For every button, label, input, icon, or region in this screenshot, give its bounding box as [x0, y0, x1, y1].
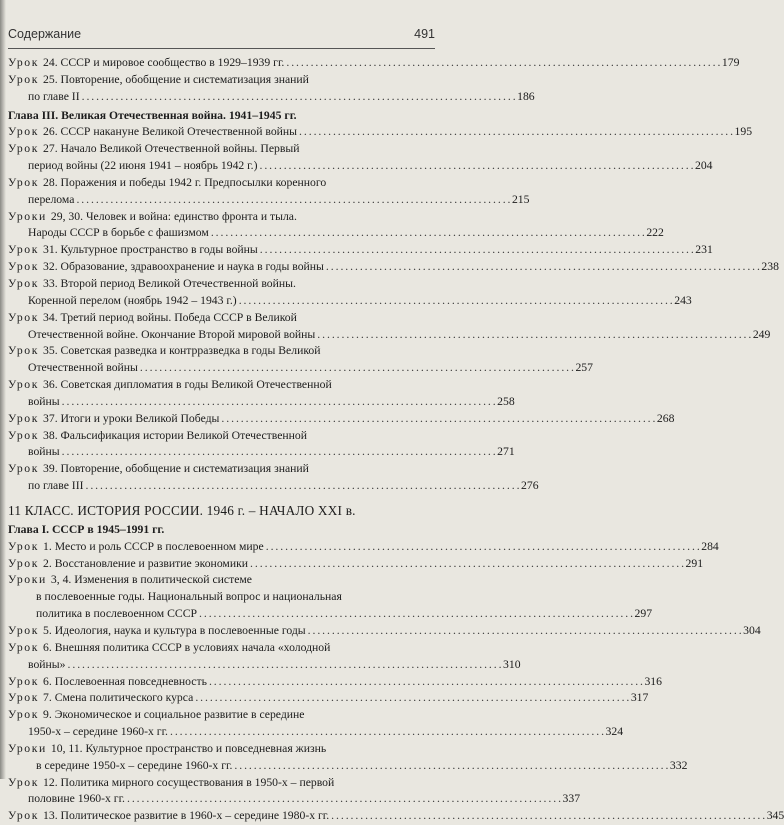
entry-page-number: 345: [766, 809, 784, 823]
entry-title: 25. Повторение, обобщение и систематизация знаний: [43, 72, 309, 86]
dot-leader: [259, 158, 693, 175]
entry-page-number: 337: [562, 792, 581, 806]
toc-entry-line: [8, 209, 435, 226]
toc-entry-line: [8, 377, 435, 394]
toc-entry-line: [8, 158, 713, 175]
lesson-keyword: Урок: [8, 243, 40, 257]
entry-page-number: 231: [695, 243, 713, 257]
toc-entry-line: [8, 640, 435, 657]
dot-leader: [317, 327, 751, 344]
entry-title: 35. Советская разведка и контрразведка в годы Великой: [43, 344, 321, 358]
lesson-keyword: Уроки: [8, 573, 47, 587]
toc-entry-line: [8, 293, 692, 310]
toc-entry-line: [8, 741, 435, 758]
entry-title: 39. Повторение, обобщение и систематизация знаний: [43, 462, 309, 476]
toc-entry-line: [8, 444, 515, 461]
dot-leader: [62, 444, 496, 461]
lesson-keyword: Урок: [8, 72, 40, 86]
table-of-contents: [8, 55, 784, 825]
lesson-keyword: Урок: [8, 310, 40, 324]
entry-page-number: 276: [521, 479, 539, 493]
dot-leader: [127, 791, 561, 808]
dot-leader: [326, 259, 760, 276]
toc-entry-line: [8, 674, 662, 691]
toc-entry-line: [8, 141, 435, 158]
page-gutter-shadow: [0, 0, 6, 779]
toc-entry-line: [8, 690, 649, 707]
lesson-keyword: Урок: [8, 276, 40, 290]
toc-entry-line: [8, 259, 779, 276]
entry-page-number: 291: [685, 556, 704, 570]
dot-leader: [299, 124, 733, 141]
entry-title: в середине 1950-х – середине 1960-х гг.: [36, 758, 233, 772]
entry-title: 31. Культурное пространство в годы войны: [43, 243, 258, 257]
entry-title: в послевоенные годы. Национальный вопрос и национальная: [36, 590, 342, 604]
entry-page-number: 316: [644, 674, 662, 688]
entry-page-number: 304: [743, 624, 761, 637]
toc-entry-line: [8, 175, 435, 192]
toc-entry-line: [8, 428, 435, 445]
toc-entry-line: [8, 55, 740, 72]
chapter-heading: Глава I. СССР в 1945–1991 гг.: [8, 522, 165, 536]
dot-leader: [234, 758, 668, 775]
toc-entry-line: [8, 707, 435, 724]
toc-entry-line: [8, 242, 713, 259]
lesson-keyword: Урок: [8, 260, 40, 274]
entry-title: 27. Начало Великой Отечественной войны. Первый: [43, 142, 300, 156]
entry-title: 12. Политика мирного сосуществования в 1950-х – первой: [43, 775, 335, 789]
toc-entry-line: [8, 89, 535, 106]
toc-entry-line: [8, 572, 435, 589]
lesson-keyword: Урок: [8, 556, 40, 570]
entry-title: 1. Место и роль СССР в послевоенном мире: [43, 539, 264, 553]
dot-leader: [250, 556, 684, 573]
lesson-keyword: Урок: [8, 674, 40, 688]
running-header: [8, 7, 435, 41]
entry-page-number: 204: [694, 159, 713, 173]
dot-leader: [68, 657, 502, 674]
entry-title: войны»: [28, 657, 66, 671]
entry-title: 26. СССР накануне Великой Отечественной войны: [43, 125, 298, 139]
lesson-keyword: Урок: [8, 691, 40, 705]
dot-leader: [239, 293, 673, 310]
entry-title: Коренной перелом (ноябрь 1942 – 1943 г.): [28, 293, 237, 307]
entry-title: 24. СССР и мировое сообщество в 1929–1939 гг.: [43, 56, 285, 69]
lesson-keyword: Уроки: [8, 741, 47, 755]
entry-page-number: 257: [575, 361, 593, 375]
entry-title: 6. Послевоенная повседневность: [43, 674, 207, 688]
entry-title: Отечественной войне. Окончание Второй мировой войны: [28, 327, 316, 341]
entry-title: 2. Восстановление и развитие экономики: [43, 556, 249, 570]
toc-entry-line: [8, 556, 704, 573]
dot-leader: [286, 55, 720, 72]
toc-entry-line: [8, 394, 515, 411]
header-title: Содержание: [8, 27, 82, 41]
entry-title: 29, 30. Человек и война: единство фронта и тыла.: [50, 209, 297, 223]
toc-entry-line: [8, 539, 719, 556]
dot-leader: [85, 478, 519, 495]
toc-entry-line: [8, 758, 688, 775]
lesson-keyword: Урок: [8, 775, 40, 789]
dot-leader: [195, 690, 629, 707]
dot-leader: [62, 394, 496, 411]
entry-page-number: 317: [630, 691, 649, 705]
lesson-keyword: Урок: [8, 708, 40, 722]
entry-title: 7. Смена политического курса: [43, 691, 194, 705]
toc-entry-line: [8, 124, 753, 141]
toc-entry-line: [8, 808, 784, 825]
entry-page-number: 271: [497, 445, 515, 459]
entry-title: 32. Образование, здравоохранение и наука в годы войны: [43, 260, 324, 274]
toc-entry-line: [8, 360, 593, 377]
toc-entry-line: [8, 225, 664, 242]
lesson-keyword: Урок: [8, 428, 40, 442]
entry-page-number: 249: [752, 327, 771, 341]
entry-page-number: 186: [517, 89, 535, 103]
entry-title: 28. Поражения и победы 1942 г. Предпосылки коренного: [43, 175, 327, 189]
entry-page-number: 310: [503, 657, 521, 671]
toc-entry-line: [8, 724, 624, 741]
entry-title: войны: [28, 394, 60, 408]
lesson-keyword: Уроки: [8, 209, 47, 223]
entry-title: 36. Советская дипломатия в годы Великой Отечественной: [43, 378, 332, 392]
entry-page-number: 332: [669, 758, 688, 772]
dot-leader: [260, 242, 694, 259]
entry-page-number: 179: [721, 56, 740, 69]
entry-title: по главе II: [28, 89, 80, 103]
lesson-keyword: Урок: [8, 809, 40, 823]
toc-entry-line: [8, 327, 771, 344]
entry-page-number: 222: [646, 226, 664, 240]
entry-page-number: 243: [674, 293, 692, 307]
dot-leader: [140, 360, 574, 377]
toc-entry-line: [8, 461, 435, 478]
entry-title: 1950-х – середине 1960-х гг.: [28, 725, 168, 739]
lesson-keyword: Урок: [8, 640, 40, 654]
page-number: 491: [414, 27, 435, 41]
entry-page-number: 324: [605, 725, 624, 739]
dot-leader: [211, 225, 645, 242]
dot-leader: [266, 539, 700, 556]
dot-leader: [331, 808, 765, 825]
dot-leader: [199, 606, 633, 623]
section-heading: 11 КЛАСС. ИСТОРИЯ РОССИИ. 1946 г. – НАЧАЛО XXI в.: [8, 502, 356, 518]
entry-title: войны: [28, 445, 60, 459]
toc-entry-line: [8, 411, 675, 428]
dot-leader: [308, 623, 742, 640]
entry-title: 13. Политическое развитие в 1960-х – середине 1980-х гг.: [43, 809, 330, 823]
entry-page-number: 195: [734, 125, 753, 139]
dot-leader: [209, 674, 643, 691]
toc-entry-line: [8, 310, 435, 327]
entry-title: 5. Идеология, наука и культура в послевоенные годы: [43, 624, 306, 637]
toc-entry-line: [8, 775, 435, 792]
toc-entry-line: [8, 478, 539, 495]
toc-entry-line: [8, 623, 761, 640]
toc-entry-line: [8, 192, 530, 209]
entry-page-number: 297: [634, 607, 653, 621]
entry-title: 33. Второй период Великой Отечественной войны.: [43, 276, 296, 290]
toc-entry-line: [8, 589, 435, 606]
entry-title: политика в послевоенном СССР: [36, 607, 197, 621]
entry-page-number: 284: [701, 539, 719, 553]
dot-leader: [82, 89, 516, 106]
lesson-keyword: Урок: [8, 142, 40, 156]
toc-entry-line: [8, 72, 435, 89]
lesson-keyword: Урок: [8, 462, 40, 476]
toc-entry-line: [8, 276, 435, 293]
entry-title: 34. Третий период войны. Победа СССР в Великой: [43, 310, 297, 324]
entry-page-number: 268: [656, 411, 675, 425]
entry-title: Народы СССР в борьбе с фашизмом: [28, 226, 209, 240]
lesson-keyword: Урок: [8, 56, 40, 69]
dot-leader: [76, 192, 510, 209]
lesson-keyword: Урок: [8, 175, 40, 189]
toc-entry-line: [8, 606, 653, 623]
entry-page-number: 258: [497, 394, 515, 408]
toc-entry-line: [8, 343, 435, 360]
header-rule: [8, 48, 435, 49]
entry-title: период войны (22 июня 1941 – ноябрь 1942 г.): [28, 159, 258, 173]
entry-title: перелома: [28, 192, 75, 206]
entry-title: по главе III: [28, 479, 84, 493]
entry-page-number: 238: [761, 260, 779, 274]
dot-leader: [221, 411, 655, 428]
toc-entry-line: [8, 791, 581, 808]
entry-title: 6. Внешняя политика СССР в условиях начала «холодной: [43, 640, 331, 654]
entry-page-number: 215: [511, 192, 530, 206]
entry-title: 9. Экономическое и социальное развитие в середине: [43, 708, 305, 722]
entry-title: Отечественной войны: [28, 361, 138, 375]
chapter-heading: Глава III. Великая Отечественная война. 1941–1945 гг.: [8, 108, 297, 122]
entry-title: 37. Итоги и уроки Великой Победы: [43, 411, 220, 425]
entry-title: 10, 11. Культурное пространство и повседневная жизнь: [50, 741, 327, 755]
entry-title: половине 1960-х гг.: [28, 792, 125, 806]
entry-title: 38. Фальсификация истории Великой Отечественной: [43, 428, 308, 442]
lesson-keyword: Урок: [8, 125, 40, 139]
lesson-keyword: Урок: [8, 411, 40, 425]
lesson-keyword: Урок: [8, 344, 40, 358]
dot-leader: [170, 724, 604, 741]
toc-entry-line: [8, 657, 521, 674]
lesson-keyword: Урок: [8, 378, 40, 392]
entry-title: 3, 4. Изменения в политической системе: [50, 573, 252, 587]
lesson-keyword: Урок: [8, 624, 40, 637]
lesson-keyword: Урок: [8, 539, 40, 553]
